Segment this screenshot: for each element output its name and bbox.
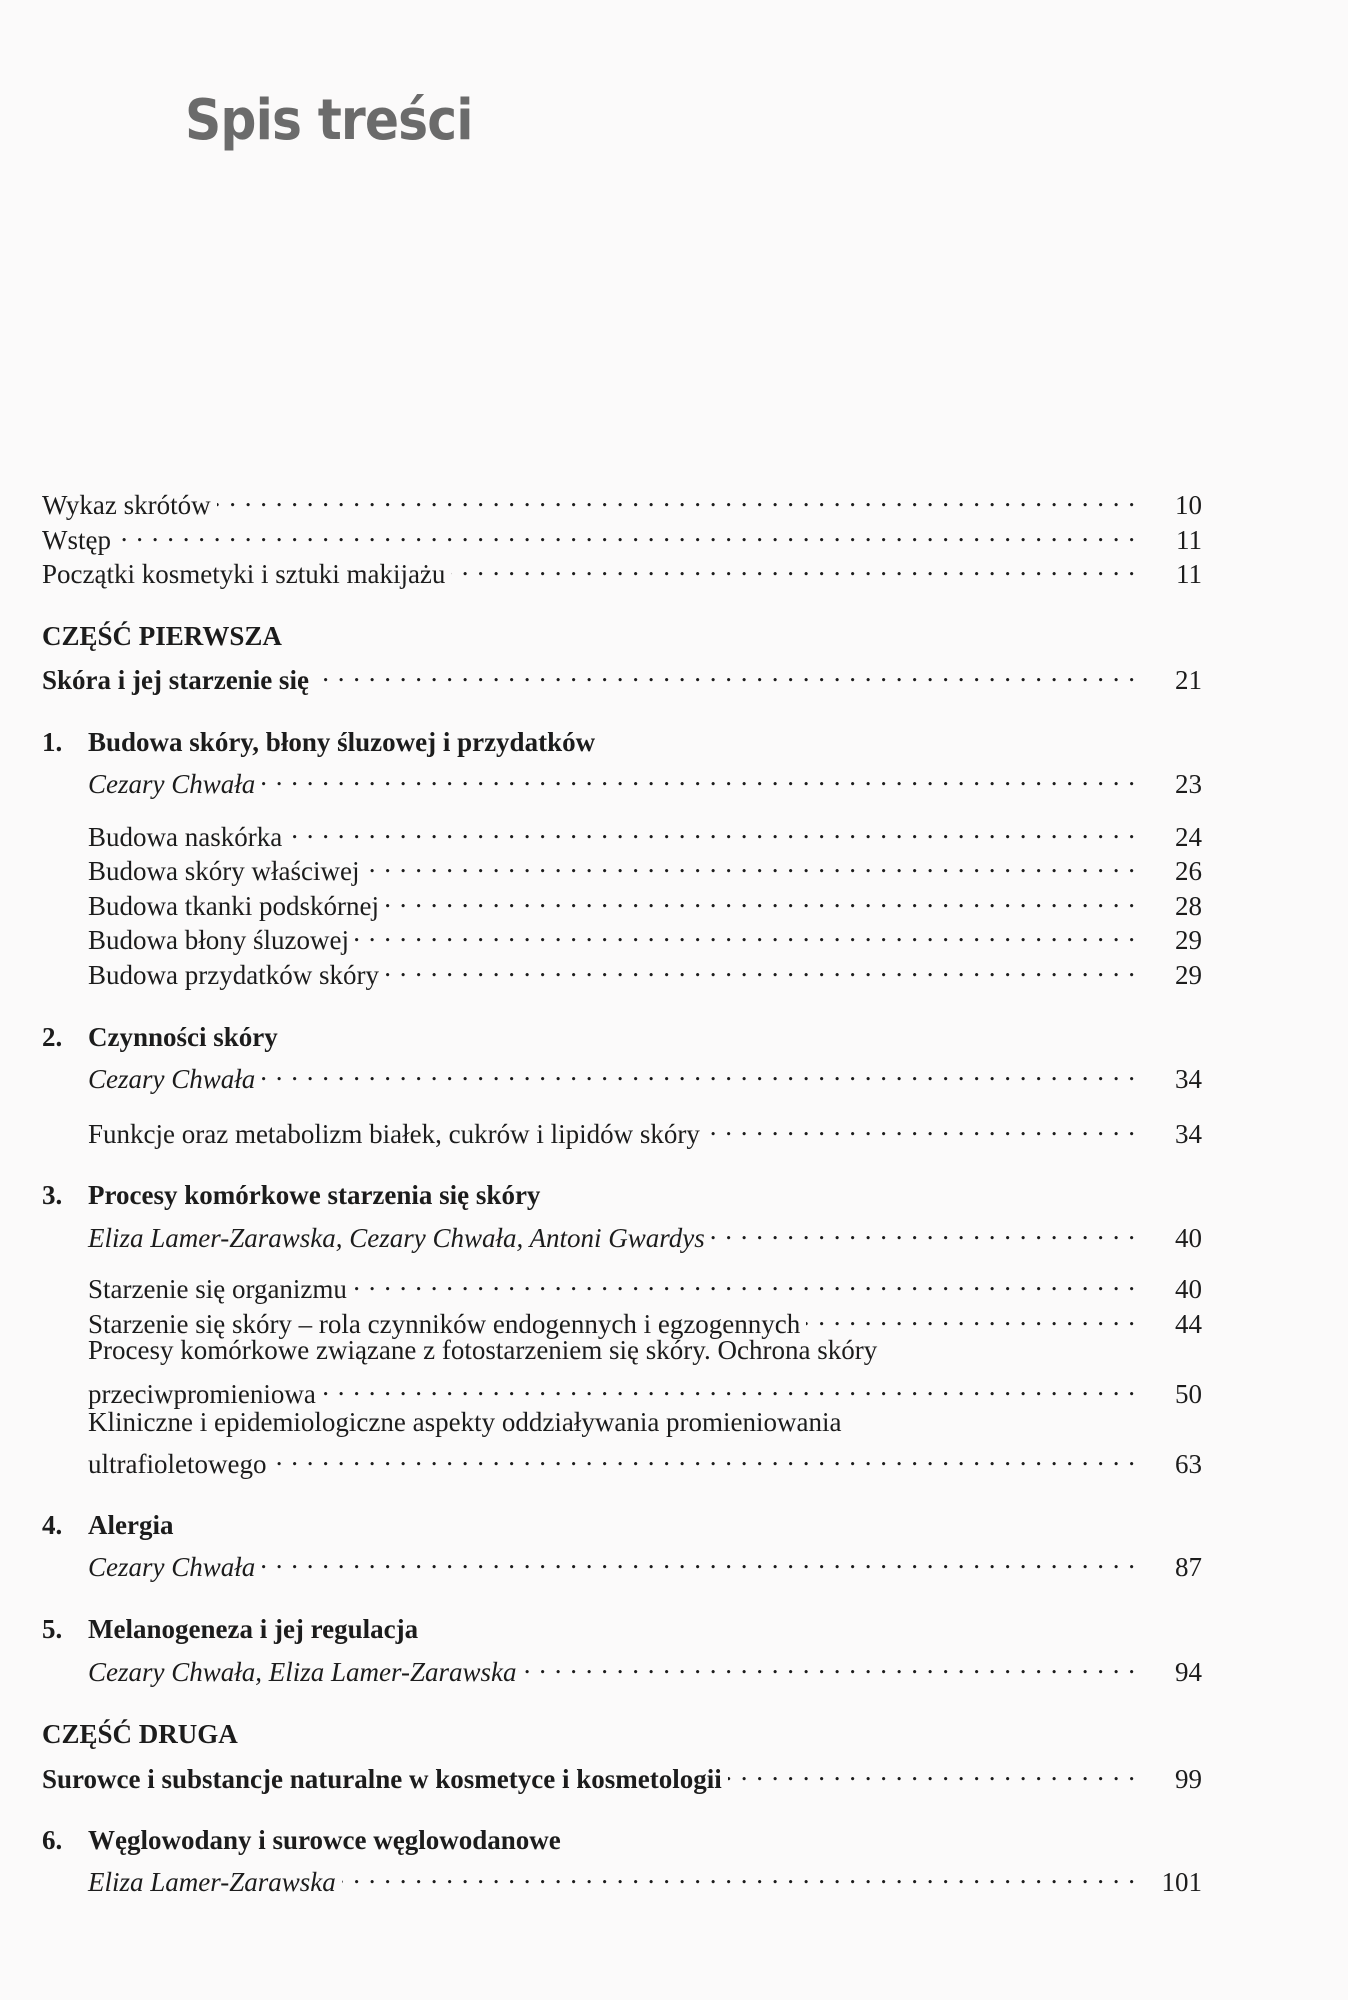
entry-title: Budowa przydatków skóry	[88, 960, 379, 990]
dot-leader	[806, 1299, 1136, 1333]
entry-title: Budowa naskórka	[88, 822, 283, 852]
dot-leader	[315, 655, 1136, 689]
dot-leader	[706, 1109, 1136, 1143]
entry-title: CZĘŚĆ PIERWSZA	[42, 621, 282, 651]
dot-leader	[728, 1754, 1136, 1788]
page-number: 11	[1176, 525, 1202, 555]
toc-entry-plain	[42, 480, 1202, 520]
toc-entry-chapter	[42, 1178, 1202, 1212]
dot-leader	[451, 549, 1136, 583]
page-number: 28	[1175, 891, 1202, 921]
chapter-number: 1.	[42, 727, 63, 757]
page-number: 29	[1175, 925, 1202, 955]
dot-leader	[261, 1054, 1136, 1088]
page-number: 40	[1175, 1223, 1202, 1253]
page-number: 101	[1161, 1867, 1202, 1897]
page-number: 10	[1175, 490, 1202, 520]
entry-title: Cezary Chwała, Eliza Lamer-Zarawska	[88, 1657, 517, 1687]
entry-title: Budowa błony śluzowej	[88, 925, 349, 955]
toc-entry-chapter	[42, 1020, 1202, 1054]
chapter-number: 2.	[42, 1022, 63, 1052]
page-number: 21	[1175, 665, 1202, 695]
toc-entry-chapter	[42, 1823, 1202, 1857]
toc-entry-sub	[42, 1439, 1202, 1479]
toc-entry-author	[42, 1857, 1202, 1897]
entry-title: Funkcje oraz metabolizm białek, cukrów i lipidów skóry	[88, 1119, 700, 1149]
entry-title: Początki kosmetyki i sztuki makijażu	[42, 559, 446, 589]
entry-title: Procesy komórkowe związane z fotostarzeniem się skóry. Ochrona skóry	[88, 1335, 878, 1365]
page-number: 29	[1175, 960, 1202, 990]
toc-entry-part-title	[42, 655, 1202, 695]
toc-entry-part-title	[42, 1754, 1202, 1794]
toc-entry-sub	[42, 881, 1202, 921]
toc-entry-plain	[42, 515, 1202, 555]
dot-leader	[322, 1369, 1136, 1403]
dot-leader	[365, 846, 1136, 880]
page-number: 26	[1175, 856, 1202, 886]
dot-leader	[272, 1439, 1136, 1473]
toc-entry-plain	[42, 549, 1202, 589]
toc-entry-author	[42, 1054, 1202, 1094]
dot-leader	[385, 881, 1136, 915]
page-number: 34	[1175, 1119, 1202, 1149]
entry-title: Eliza Lamer-Zarawska	[88, 1867, 336, 1897]
toc-entry-part	[42, 1717, 1202, 1751]
chapter-number: 3.	[42, 1180, 63, 1210]
entry-title: CZĘŚĆ DRUGA	[42, 1719, 238, 1749]
toc-entry-chapter	[42, 1612, 1202, 1646]
toc-entry-sub-line	[42, 1405, 1202, 1439]
entry-title: Eliza Lamer-Zarawska, Cezary Chwała, Antoni Gwardys	[88, 1223, 705, 1253]
toc-entry-sub	[42, 1109, 1202, 1149]
entry-title: Budowa skóry właściwej	[88, 856, 360, 886]
toc-entry-author	[42, 1647, 1202, 1687]
entry-title: przeciwpromieniowa	[88, 1379, 316, 1409]
page-number: 40	[1175, 1274, 1202, 1304]
toc-entry-author	[42, 759, 1202, 799]
toc-entry-sub	[42, 812, 1202, 852]
toc-entry-sub	[42, 1369, 1202, 1409]
toc-entry-part	[42, 619, 1202, 653]
toc-entry-sub	[42, 1299, 1202, 1339]
dot-leader	[288, 812, 1136, 846]
entry-title: Wykaz skrótów	[42, 490, 211, 520]
entry-title: Budowa skóry, błony śluzowej i przydatków	[88, 727, 596, 757]
toc-entry-sub	[42, 950, 1202, 990]
page-title: Spis treści	[185, 88, 473, 153]
entry-title: Wstęp	[42, 525, 111, 555]
entry-title: Budowa tkanki podskórnej	[88, 891, 379, 921]
page-number: 94	[1175, 1657, 1202, 1687]
dot-leader	[217, 480, 1136, 514]
entry-title: Czynności skóry	[88, 1022, 278, 1052]
entry-title: Węglowodany i surowce węglowodanowe	[88, 1825, 561, 1855]
chapter-number: 6.	[42, 1825, 63, 1855]
page-number: 99	[1175, 1764, 1202, 1794]
dot-leader	[342, 1857, 1136, 1891]
page-number: 34	[1175, 1064, 1202, 1094]
dot-leader	[261, 1542, 1136, 1576]
page-number: 44	[1175, 1309, 1202, 1339]
entry-title: Procesy komórkowe starzenia się skóry	[88, 1180, 541, 1210]
page-number: 24	[1175, 822, 1202, 852]
entry-title: Starzenie się organizmu	[88, 1274, 347, 1304]
dot-leader	[523, 1647, 1137, 1681]
chapter-number: 4.	[42, 1510, 63, 1540]
toc-entry-author	[42, 1213, 1202, 1253]
toc-entry-sub	[42, 1264, 1202, 1304]
page-number: 11	[1176, 559, 1202, 589]
entry-title: ultrafioletowego	[88, 1449, 267, 1479]
page-number: 23	[1175, 769, 1202, 799]
entry-title: Cezary Chwała	[88, 1064, 256, 1094]
toc-entry-sub	[42, 846, 1202, 886]
entry-title: Alergia	[88, 1510, 174, 1540]
toc-entry-sub-line	[42, 1333, 1202, 1367]
entry-title: Melanogeneza i jej regulacja	[88, 1614, 419, 1644]
page-number: 63	[1175, 1449, 1202, 1479]
dot-leader	[261, 759, 1136, 793]
toc-entry-chapter	[42, 1508, 1202, 1542]
entry-title: Kliniczne i epidemiologiczne aspekty oddziaływania promieniowania	[88, 1407, 842, 1437]
toc-entry-sub	[42, 915, 1202, 955]
dot-leader	[385, 950, 1136, 984]
entry-title: Skóra i jej starzenie się	[42, 665, 309, 695]
page-number: 50	[1175, 1379, 1202, 1409]
dot-leader	[711, 1213, 1136, 1247]
entry-title: Starzenie się skóry – rola czynników endogennych i egzogennych	[88, 1309, 801, 1339]
page-number: 87	[1175, 1552, 1202, 1582]
entry-title: Cezary Chwała	[88, 1552, 256, 1582]
toc-entry-author	[42, 1542, 1202, 1582]
dot-leader	[117, 515, 1136, 549]
entry-title: Surowce i substancje naturalne w kosmetyce i kosmetologii	[42, 1764, 722, 1794]
chapter-number: 5.	[42, 1614, 63, 1644]
dot-leader	[355, 915, 1136, 949]
toc-entry-chapter	[42, 725, 1202, 759]
dot-leader	[353, 1264, 1136, 1298]
entry-title: Cezary Chwała	[88, 769, 256, 799]
